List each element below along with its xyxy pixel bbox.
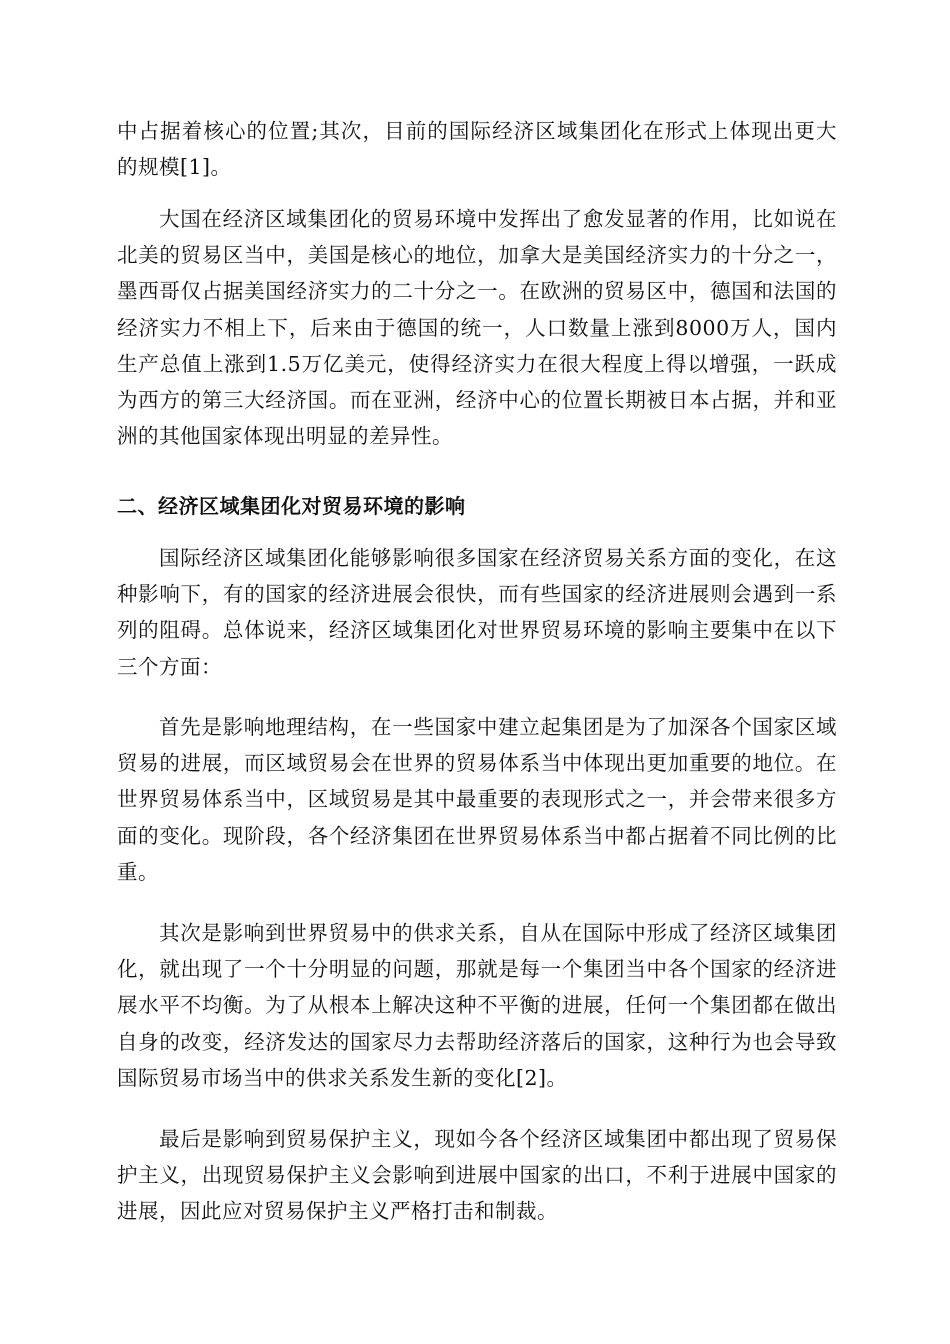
paragraph-intro: 国际经济区域集团化能够影响很多国家在经济贸易关系方面的变化，在这种影响下，有的国家的经济进展会很快，而有些国家的经济进展则会遇到一系列的阻碍。总体说来，经济区域集团化对世界贸易环境的影响主要集中在以下三个方面： — [117, 546, 837, 679]
paragraph-continued: 中占据着核心的位置;其次，目前的国际经济区域集团化在形式上体现出更大的规模[1]。 — [117, 119, 837, 180]
section-heading: 二、经济区域集团化对贸易环境的影响 — [117, 494, 466, 518]
paragraph-protectionism: 最后是影响到贸易保护主义，现如今各个经济区域集团中都出现了贸易保护主义，出现贸易保护主义会影响到进展中国家的出口，不利于进展中国家的进展，因此应对贸易保护主义严格打击和制裁。 — [117, 1127, 837, 1224]
paragraph-supply-demand: 其次是影响到世界贸易中的供求关系，自从在国际中形成了经济区域集团化，就出现了一个十分明显的问题，那就是每一个集团当中各个国家的经济进展水平不均衡。为了从根本上解决这种不平衡的进展，任何一个集团都在做出自身的改变，经济发达的国家尽力去帮助经济落后的国家，这种行为也会导致国际贸易市场当中的供求关系发生新的变化[2]。 — [117, 921, 837, 1090]
paragraph-geography: 首先是影响地理结构，在一些国家中建立起集团是为了加深各个国家区域贸易的进展，而区域贸易会在世界的贸易体系当中体现出更加重要的地位。在世界贸易体系当中，区域贸易是其中最重要的表现形式之一，并会带来很多方面的变化。现阶段，各个经济集团在世界贸易体系当中都占据着不同比例的比重。 — [117, 715, 837, 884]
paragraph-major-powers: 大国在经济区域集团化的贸易环境中发挥出了愈发显著的作用，比如说在北美的贸易区当中，美国是核心的地位，加拿大是美国经济实力的十分之一，墨西哥仅占据美国经济实力的二十分之一。在欧洲的贸易区中，德国和法国的经济实力不相上下，后来由于德国的统一，人口数量上涨到8000万人，国内生产总值上涨到1.5万亿美元，使得经济实力在很大程度上得以增强，一跃成为西方的第三大经济国。而在亚洲，经济中心的位置长期被日本占据，并和亚洲的其他国家体现出明显的差异性。 — [117, 207, 837, 449]
